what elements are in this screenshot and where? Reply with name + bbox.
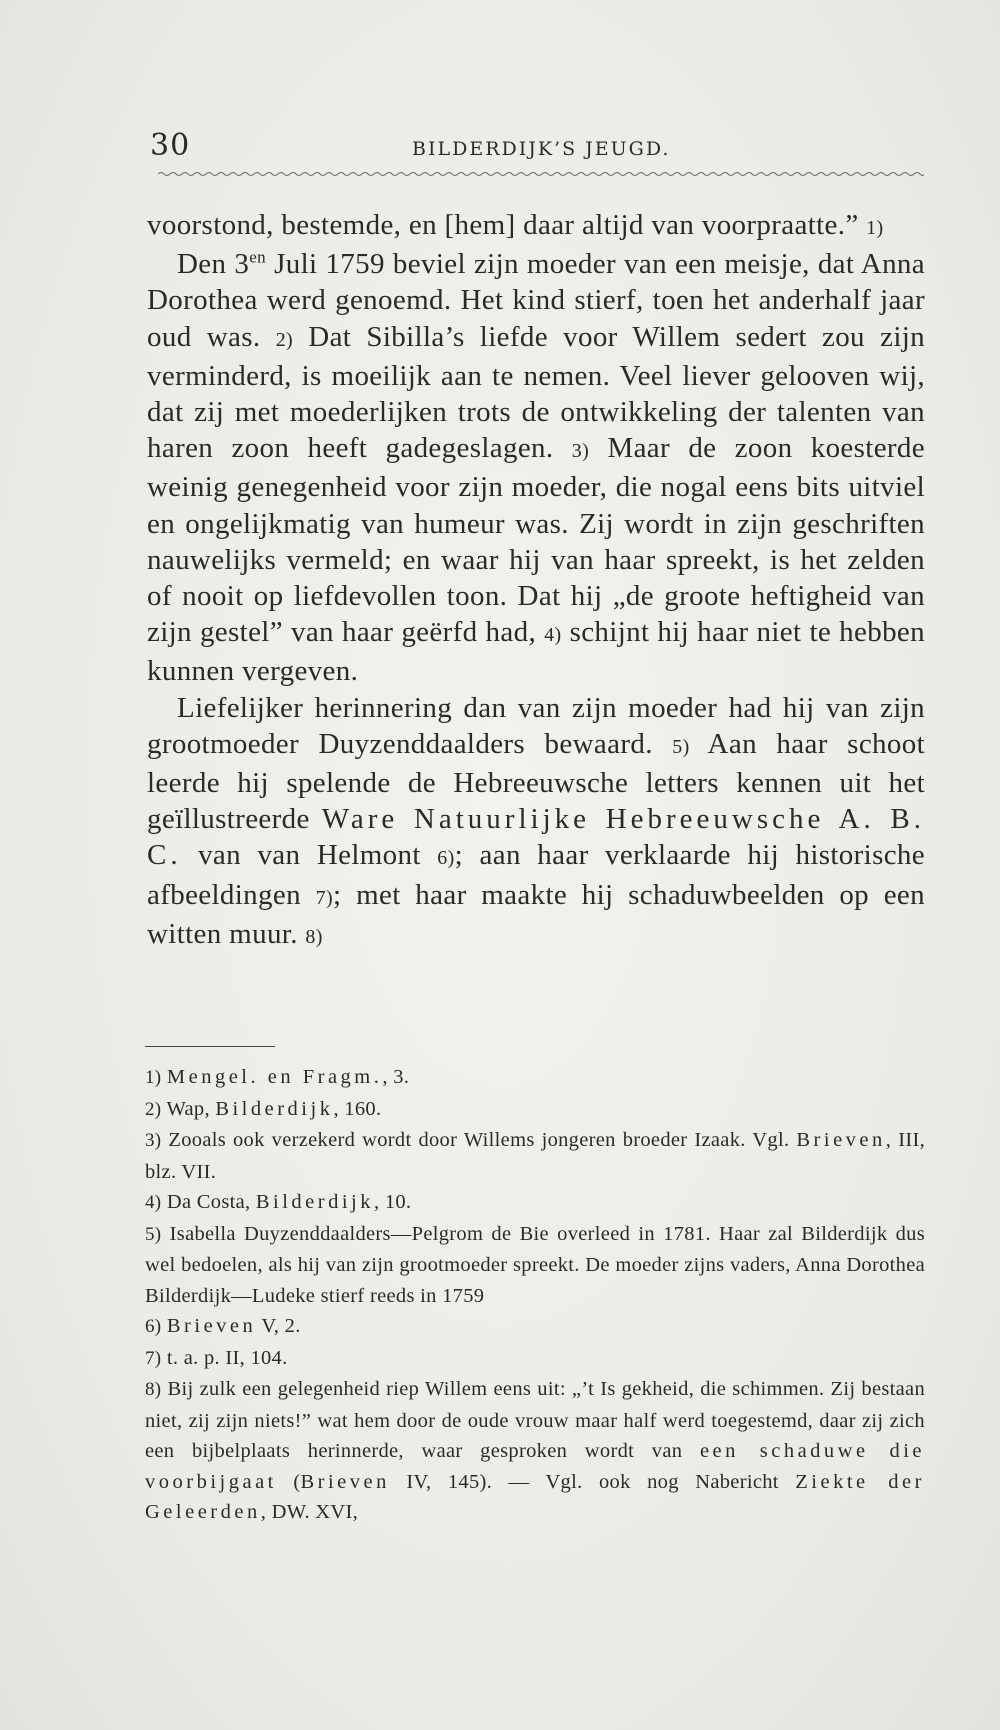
footnote-ref: 1) bbox=[866, 217, 884, 239]
superscript: en bbox=[249, 247, 267, 267]
footnote bbox=[145, 1343, 925, 1375]
running-head: BILDERDIJK’S JEUGD. bbox=[412, 138, 671, 160]
text-run: Wap, bbox=[161, 1097, 216, 1120]
text-run: V, 2. bbox=[256, 1315, 301, 1337]
text-run: Aan haar schoot leerde hij spelende de Hebreeuwsche letters kennen uit het geïllustreerde bbox=[147, 727, 925, 836]
text-run: ( bbox=[276, 1470, 301, 1493]
footnote bbox=[145, 1062, 925, 1094]
text-run: ; met haar maakte hij schaduwbeelden op een witten muur. bbox=[147, 878, 925, 950]
text-run: , 3. bbox=[382, 1066, 410, 1088]
footnote bbox=[145, 1125, 925, 1187]
emphasized-text: Brieven bbox=[796, 1129, 886, 1151]
text-run: , 160. bbox=[333, 1097, 382, 1120]
footnote-ref: 4) bbox=[544, 624, 562, 647]
footnote bbox=[145, 1311, 925, 1343]
paragraph bbox=[147, 690, 925, 955]
text-run: IV, 145). — Vgl. ook nog Nabericht bbox=[389, 1470, 796, 1493]
text-run: Isabella Duyzenddaalders—Pelgrom de Bie overleed in 1781. Haar zal Bilderdijk dus wel bedoelen, als hij van zijn grootmoeder spreekt. De moeder zijns vaders, Anna Dorothea Bilderdijk—Ludeke stierf reeds in 1759 bbox=[145, 1222, 925, 1307]
emphasized-text: Bilderdijk bbox=[255, 1191, 374, 1213]
footnote bbox=[145, 1187, 925, 1219]
text-run: ; aan haar verklaarde hij historische afbeeldingen bbox=[147, 839, 926, 911]
footnote-number: 6) bbox=[145, 1316, 162, 1337]
footnote-ref: 8) bbox=[305, 925, 323, 948]
text-run: , III, blz. VII. bbox=[145, 1129, 926, 1183]
emphasized-text: Ziekte der Geleerden bbox=[145, 1470, 925, 1523]
footnote-ref: 5) bbox=[672, 735, 690, 758]
footnote-number: 4) bbox=[145, 1192, 162, 1213]
footnote-number: 5) bbox=[145, 1223, 162, 1245]
text-run: voorstond, bestemde, en [hem] daar altijd van voorpraatte.” bbox=[147, 209, 867, 241]
footnote-number: 1) bbox=[145, 1067, 162, 1088]
text-run: t. a. p. II, 104. bbox=[161, 1346, 288, 1369]
paragraph bbox=[147, 246, 925, 689]
emphasized-text: Mengel. en Fragm. bbox=[166, 1066, 383, 1088]
footnote-ref: 6) bbox=[437, 847, 455, 870]
text-run: Zooals ook verzekerd wordt door Willems jongeren broeder Izaak. Vgl. bbox=[161, 1129, 797, 1151]
footnote-ref: 3) bbox=[571, 440, 590, 463]
text-run: , DW. XVI, bbox=[260, 1501, 359, 1523]
footnote-number: 3) bbox=[145, 1130, 162, 1151]
text-run: Bij zulk een gelegenheid riep Willem eens uit: „’t Is gekheid, die schimmen. Zij bestaan niet, zij zijn niets!” wat hem door de oude vrouw maar half werd toegestemd, daar zij zich een bijbelplaats herinnerde, waar gesproken wordt van bbox=[145, 1378, 925, 1462]
text-run: schijnt hij haar niet te hebben kunnen vergeven. bbox=[147, 616, 925, 688]
footnote bbox=[145, 1374, 925, 1528]
footnotes bbox=[145, 1062, 925, 1528]
text-run: , 10. bbox=[373, 1191, 412, 1213]
emphasized-text: Ware Natuurlijke Hebreeuwsche A. B. C. bbox=[147, 803, 925, 872]
paragraph-continued bbox=[147, 207, 925, 246]
footnote-number: 2) bbox=[145, 1098, 162, 1120]
text-run: Juli 1759 beviel zijn moeder van een meisje, dat Anna Dorothea werd genoemd. Het kind stierf, toen het anderhalf jaar oud was. bbox=[147, 248, 925, 353]
footnote-number: 8) bbox=[145, 1379, 162, 1400]
emphasized-text: een schaduwe die voorbijgaat bbox=[145, 1440, 925, 1493]
footnote-ref: 2) bbox=[275, 328, 294, 351]
text-run: Liefelijker herinnering dan van zijn moeder had hij van zijn grootmoeder Duyzenddaalders bewaard. bbox=[147, 691, 925, 760]
decorative-wavy-rule bbox=[158, 170, 924, 178]
emphasized-text: Brieven bbox=[300, 1470, 390, 1493]
footnote bbox=[145, 1094, 925, 1126]
footnote-divider bbox=[145, 1046, 275, 1047]
footnote bbox=[145, 1219, 925, 1312]
text-run: Da Costa, bbox=[161, 1191, 256, 1213]
text-run: van van Helmont bbox=[181, 839, 438, 872]
emphasized-text: Brieven bbox=[166, 1315, 257, 1337]
footnote-number: 7) bbox=[145, 1347, 162, 1369]
text-run: Maar de zoon koesterde weinig genegenheid voor zijn moeder, die nogal eens bits uitviel en ongelijkmatig van humeur was. Zij wordt in zijn geschriften nauwelijks vermeld; en waar hij van haar spreekt, is het zelden of nooit op liefdevollen toon. Dat hij „de groote heftigheid van zijn gestel” van haar geërfd had, bbox=[147, 432, 925, 649]
text-run: Dat Sibilla’s liefde voor Willem sedert zou zijn verminderd, is moeilijk aan te nemen. Veel liever gelooven wij, dat zij met moederlijken trots de ontwikkeling der talenten van haren zoon heeft gadegeslagen. bbox=[147, 320, 925, 465]
text-run: Den 3 bbox=[177, 248, 250, 281]
emphasized-text: Bilderdijk bbox=[215, 1097, 334, 1120]
page-header bbox=[150, 128, 920, 168]
footnote-ref: 7) bbox=[315, 886, 334, 909]
page-number: 30 bbox=[150, 128, 191, 163]
body-text bbox=[147, 207, 925, 955]
